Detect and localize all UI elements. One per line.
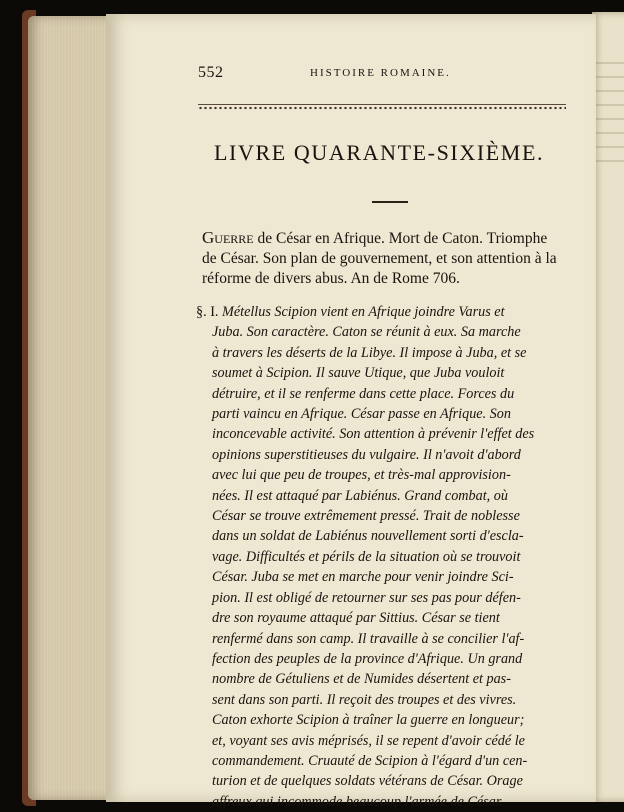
section-line: fection des peuples de la province d'Afrique. Un grand xyxy=(212,650,523,667)
section-line: commandement. Cruauté de Scipion à l'égard d'un cen- xyxy=(212,752,528,769)
section-line: soumet à Scipion. Il sauve Utique, que Juba vouloit xyxy=(212,365,505,382)
section-line: avec lui que peu de troupes, et très-mal approvision- xyxy=(212,467,511,484)
chapter-title: LIVRE QUARANTE-SIXIÈME. xyxy=(214,140,545,165)
section-line: inconcevable activité. Son attention à prévenir l'effet des xyxy=(212,426,535,443)
summary-first-word: Guerre xyxy=(202,228,254,247)
title-rule xyxy=(372,201,408,203)
summary-line: réforme de divers abus. An de Rome 706. xyxy=(202,270,460,287)
book-page xyxy=(106,14,596,810)
summary-line xyxy=(202,228,574,249)
page-edges xyxy=(28,16,110,800)
section-line: parti vaincu en Afrique. César passe en Afrique. Son xyxy=(212,406,511,423)
section-line: nombre de Gétuliens et de Numides désertent et pas- xyxy=(212,671,511,688)
section-line: et, voyant ses avis méprisés, il se repent d'avoir cédé le xyxy=(212,732,525,749)
section-line: pion. Il est obligé de retourner sur ses pas pour défen- xyxy=(212,589,521,606)
summary-line-text: de César en Afrique. Mort de Caton. Triomphe xyxy=(253,230,548,247)
section-line xyxy=(196,302,576,322)
section-line: César se trouve extrêmement pressé. Trait de noblesse xyxy=(212,508,520,525)
section-line: détruire, et il se renferme dans cette place. Forces du xyxy=(212,385,515,402)
summary-line: de César. Son plan de gouvernement, et son attention à la xyxy=(202,250,557,267)
section-line: renfermé dans son camp. Il travaille à se concilier l'af- xyxy=(212,630,525,647)
section-line: nées. Il est attaqué par Labiénus. Grand combat, où xyxy=(212,487,508,504)
section-line: turion et de quelques soldats vétérans de César. Orage xyxy=(212,773,523,790)
section-line: dans un soldat de Labiénus nouvellement sorti d'escla- xyxy=(212,528,524,545)
facing-page-text xyxy=(596,62,624,162)
section-number: §. I. xyxy=(196,304,219,320)
section-line: Juba. Son caractère. Caton se réunit à eux. Sa marche xyxy=(212,324,521,341)
section-text xyxy=(196,302,576,812)
section-line: César. Juba se met en marche pour venir joindre Sci- xyxy=(212,569,514,586)
section-line-text: Métellus Scipion vient en Afrique joindre Varus et xyxy=(222,304,505,320)
page-number: 552 xyxy=(198,64,224,81)
section-line: Caton exhorte Scipion à traîner la guerre en longueur; xyxy=(212,712,525,729)
section-line: dre son royaume attaqué par Sittius. César se tient xyxy=(212,610,500,627)
ornamental-rule xyxy=(198,104,566,111)
section-line: vage. Difficultés et périls de la situation où se trouvoit xyxy=(212,548,521,565)
section-line: à travers les déserts de la Libye. Il impose à Juba, et se xyxy=(212,344,527,361)
running-head xyxy=(198,64,568,88)
chapter-summary xyxy=(202,228,574,289)
section-line: opinions superstitieuses du vulgaire. Il n'avoit d'abord xyxy=(212,446,521,463)
section-line: affreux qui incommode beaucoup l'armée de César. xyxy=(212,793,504,810)
running-title: HISTOIRE ROMAINE. xyxy=(310,67,451,79)
section-line: sent dans son parti. Il reçoit des troupes et des vivres. xyxy=(212,691,517,708)
